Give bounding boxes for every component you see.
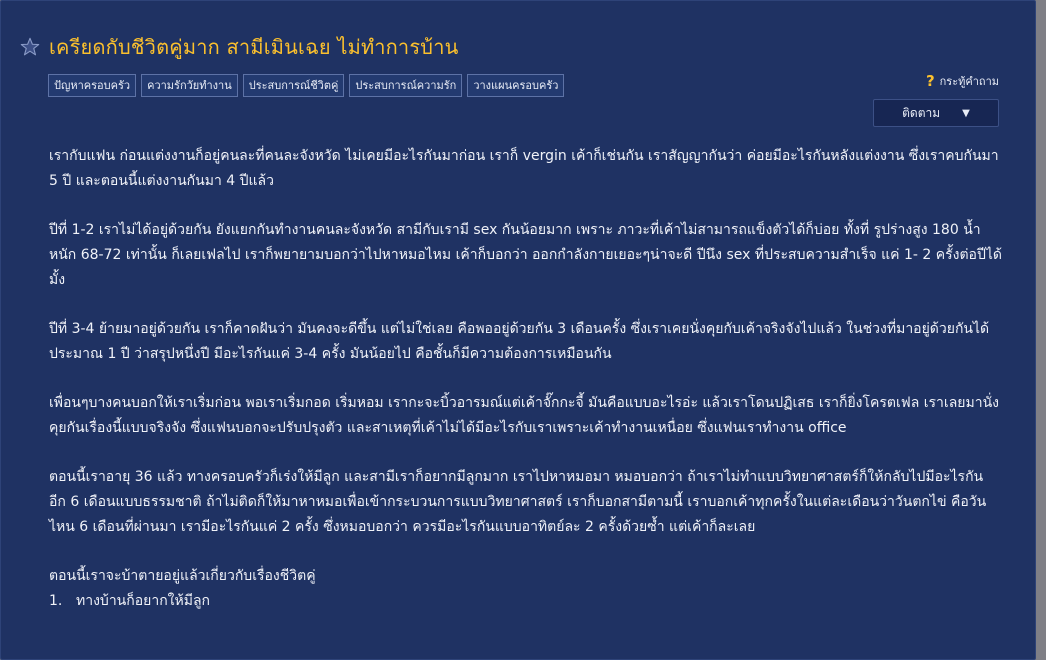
topic-type: [926, 72, 999, 90]
caret-down-icon: ▼: [962, 107, 970, 119]
paragraph: เพื่อนๆบางคนบอกให้เราเริ่มก่อน พอเราเริ่มกอด เริ่มหอม เรากะจะบิ้วอารมณ์แต่เค้าจั๊กกะจี้ มันคือแบบอะไรอ่ะ แล้วเราโดนปฏิเสธ เราก็ยิ่งโครตเฟล เราเลยมานั่งคุยกันเรื่องนี้แบบจริงจัง ซึ่งแฟนบอกจะปรับปรุงตัว และสาเหตุที่เค้าไม่ได้มีอะไรกับเราเพราะเค้าทำงานเหนื่อย ซึ่งแฟนเราทำงาน office: [49, 395, 999, 436]
question-mark-icon: ?: [925, 72, 935, 90]
tag-married-life-experience[interactable]: ประสบการณ์ชีวิตคู่: [243, 74, 345, 97]
tag-list: [48, 74, 564, 97]
title-row: [19, 31, 459, 63]
follow-button[interactable]: [873, 99, 999, 127]
topic-type-label: กระทู้คำถาม: [939, 75, 999, 88]
tag-family-problems[interactable]: ปัญหาครอบครัว: [48, 74, 136, 97]
tag-family-planning[interactable]: วางแผนครอบครัว: [467, 74, 564, 97]
post-body: [49, 144, 1004, 614]
list-item-text: ทางบ้านก็อยากให้มีลูก: [76, 593, 211, 609]
closing-intro: ตอนนี้เราจะบ้าตายอยู่แล้วเกี่ยวกับเรื่องชีวิตคู่: [49, 568, 316, 584]
list-item: [49, 589, 1004, 614]
paragraph: ตอนนี้เราอายุ 36 แล้ว ทางครอบครัวก็เร่งให้มีลูก และสามีเราก็อยากมีลูกมาก เราไปหาหมอมา หมอบอกว่า ถ้าเราไม่ทำแบบวิทยาศาสตร์ก็ให้กลับไปมีอะไรกัน อีก 6 เดือนแบบธรรมชาติ ถ้าไม่ติดก็ให้มาหาหมอเพื่อเข้ากระบวนการแบบวิทยาศาสตร์ เราก็บอกสามีตามนี้ เราบอกเค้าทุกครั้งในแต่ละเดือนว่าวันตกไข่ คือวันไหน 6 เดือนที่ผ่านมา เรามีอะไรกันแค่ 2 ครั้ง ซึ่งหมอบอกว่า ควรมีอะไรกันแบบอาทิตย์ละ 2 ครั้งด้วยซ้ำ แต่เค้าก็ละเลย: [49, 469, 987, 535]
tag-working-age-love[interactable]: ความรักวัยทำงาน: [141, 74, 238, 97]
star-icon[interactable]: [19, 36, 41, 58]
tag-love-experience[interactable]: ประสบการณ์ความรัก: [349, 74, 462, 97]
paragraph: ปีที่ 1-2 เราไม่ได้อยู่ด้วยกัน ยังแยกกันทำงานคนละจังหวัด สามีกับเรามี sex กันน้อยมาก เพราะ ภาวะที่เค้าไม่สามารถแข็งตัวได้ก็บ่อย ทั้งที่ รูปร่างสูง 180 น้ำหนัก 68-72 เท่านั้น ก็เลยเฟลไป เราก็พยายามบอกว่าไปหาหมอไหม เค้าก็บอกว่า ออกกำลังกายเยอะๆน่าจะดี ปีนึง sex ที่ประสบความสำเร็จ แค่ 1- 2 ครั้งต่อปีได้มั้ง: [49, 222, 1002, 288]
list-item-number: 1.: [49, 593, 63, 609]
paragraph: เรากับแฟน ก่อนแต่งงานก็อยู่คนละที่คนละจังหวัด ไม่เคยมีอะไรกันมาก่อน เราก็ vergin เค้าก็เช่นกัน เราสัญญากันว่า ค่อยมีอะไรกันหลังแต่งงาน ซึ่งเราคบกันมา 5 ปี และตอนนี้แต่งงานกันมา 4 ปีแล้ว: [49, 148, 999, 189]
post-title: เครียดกับชีวิตคู่มาก สามีเมินเฉย ไม่ทำการบ้าน: [49, 35, 459, 59]
paragraph: ปีที่ 3-4 ย้ายมาอยู่ด้วยกัน เราก็คาดฝันว่า มันคงจะดีขึ้น แต่ไม่ใช่เลย คือพออยู่ด้วยกัน 3 เดือนครั้ง ซึ่งเราเคยนั่งคุยกับเค้าจริงจังไปแล้ว ในช่วงที่มาอยู่ด้วยกันได้ประมาณ 1 ปี ว่าสรุปหนึ่งปี มีอะไรกันแค่ 3-4 ครั้ง มันน้อยไป คือชั้นก็มีความต้องการเหมือนกัน: [49, 321, 990, 362]
follow-label: ติดตาม: [902, 105, 941, 120]
